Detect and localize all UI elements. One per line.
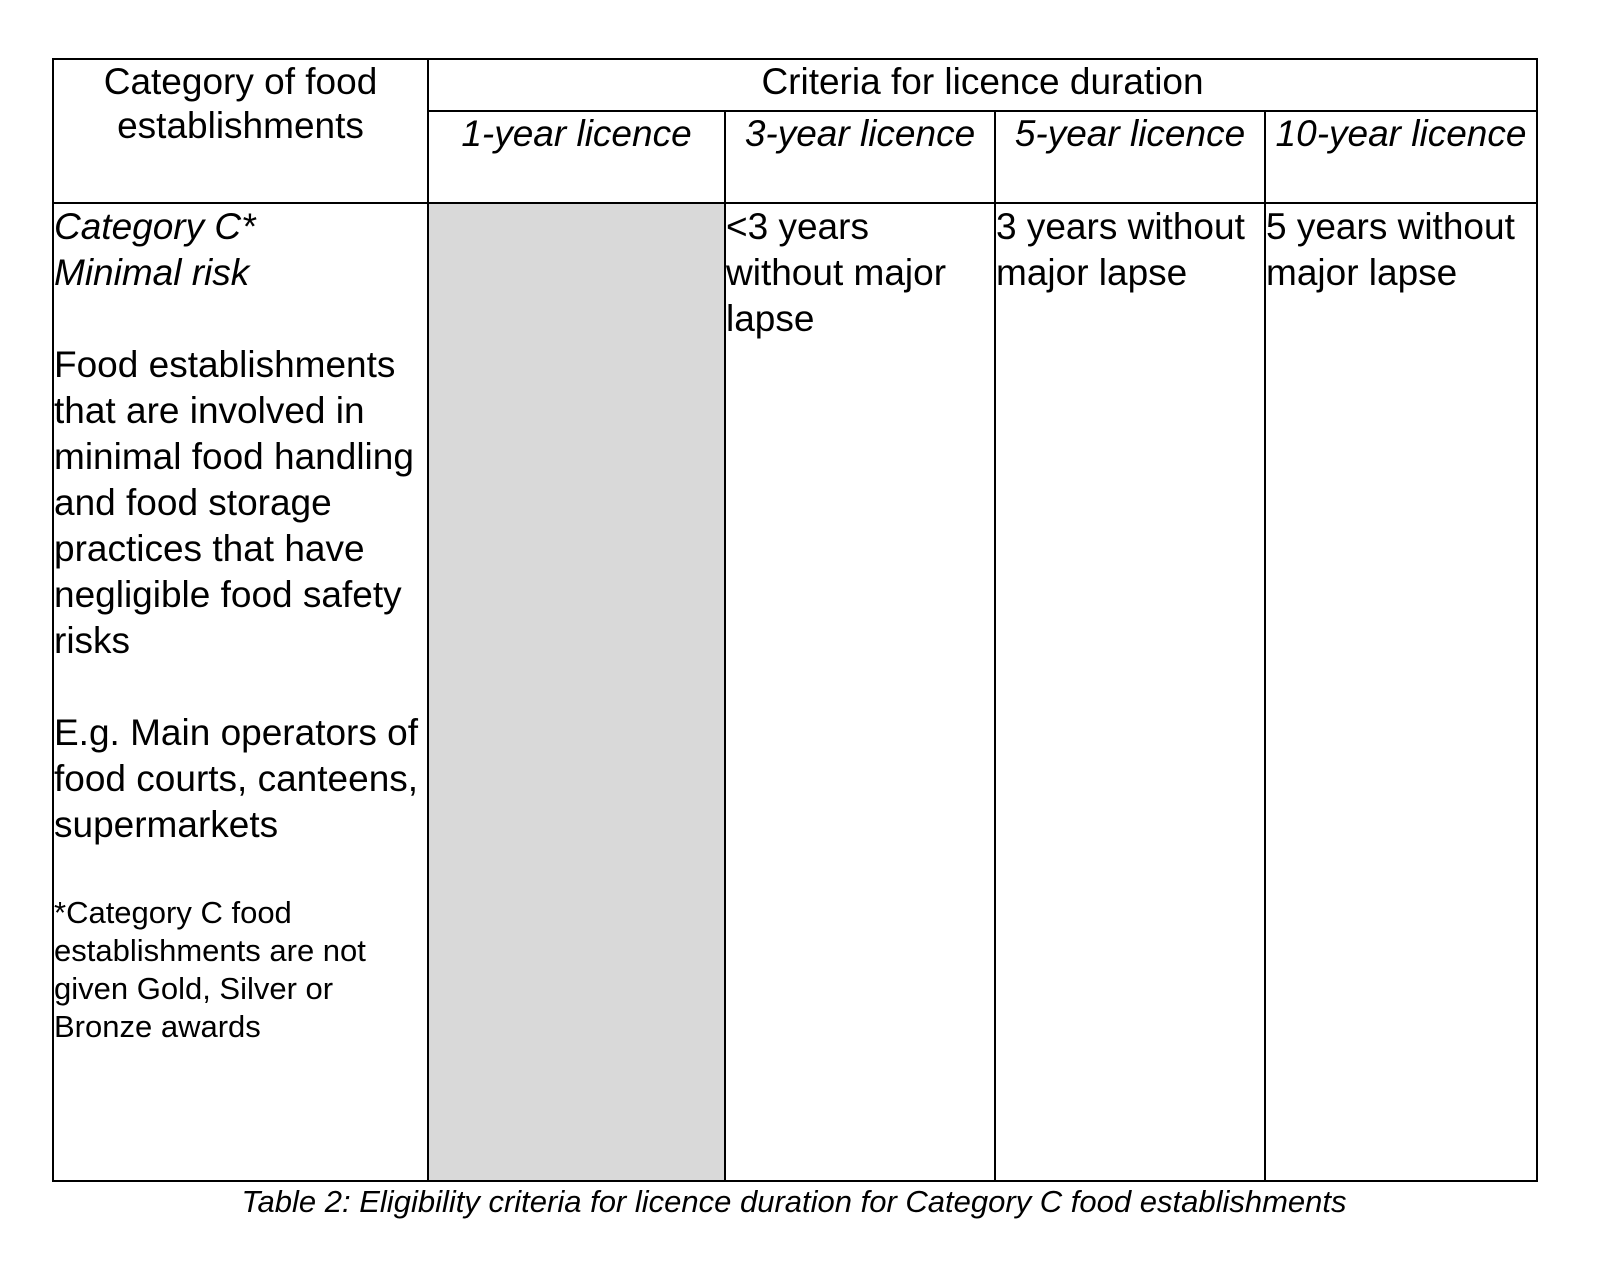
header-10-year: 10-year licence xyxy=(1265,111,1537,203)
header-1-year: 1-year licence xyxy=(428,111,725,203)
header-row-main xyxy=(53,59,1537,111)
criteria-10-year-cell: 5 years without major lapse xyxy=(1265,203,1537,1181)
category-risk-level: Minimal risk xyxy=(54,252,250,293)
criteria-3-year-cell: <3 years without major lapse xyxy=(725,203,995,1181)
criteria-5-year-cell: 3 years without major lapse xyxy=(995,203,1265,1181)
category-title: Category C* xyxy=(54,206,256,247)
category-header: Category of food establishments xyxy=(53,59,428,203)
header-5-year: 5-year licence xyxy=(995,111,1265,203)
category-footnote: *Category C food establishments are not given Gold, Silver or Bronze awards xyxy=(54,895,366,1044)
category-cell xyxy=(53,203,428,1181)
category-example: E.g. Main operators of food courts, canteens, supermarkets xyxy=(54,712,419,845)
criteria-1-year-cell xyxy=(428,203,725,1181)
header-3-year: 3-year licence xyxy=(725,111,995,203)
table-row xyxy=(53,203,1537,1181)
table-caption: Table 2: Eligibility criteria for licence duration for Category C food establishments xyxy=(241,1184,1347,1219)
licence-criteria-table xyxy=(52,58,1538,1182)
category-description: Food establishments that are involved in minimal food handling and food storage practices that have negligible food safety risks xyxy=(54,344,414,661)
criteria-header: Criteria for licence duration xyxy=(428,59,1537,111)
